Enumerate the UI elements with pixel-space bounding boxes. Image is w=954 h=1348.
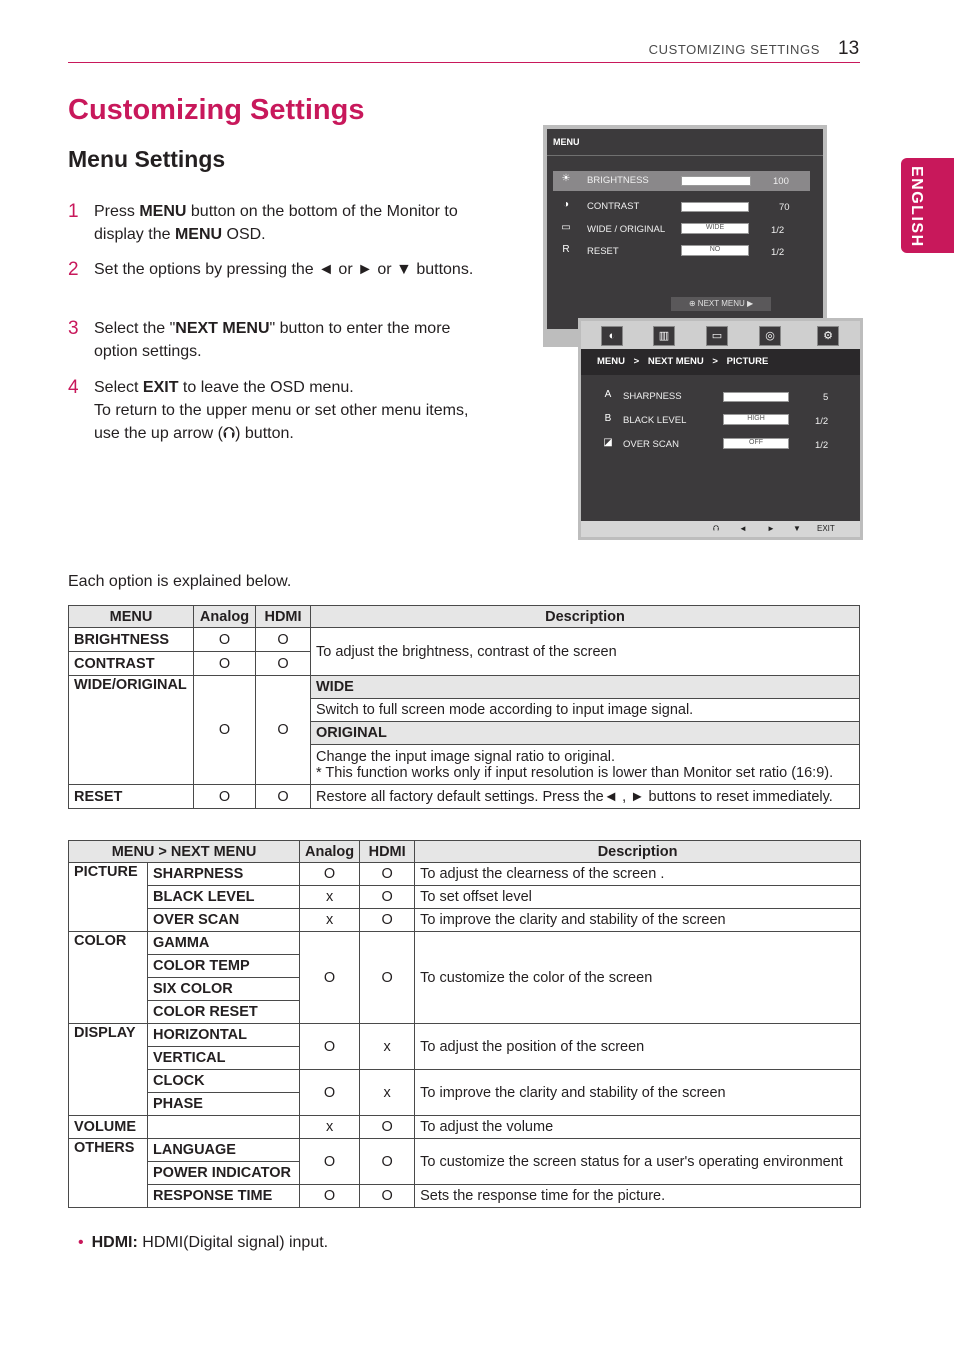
next-menu-table xyxy=(68,840,861,1208)
table-row: PICTURE SHARPNESS O O To adjust the clearness of the screen . xyxy=(69,863,861,886)
hdmi-note: • HDMI: HDMI(Digital signal) input. xyxy=(78,1234,329,1251)
osd-row-wide-original[interactable]: ▭ WIDE / ORIGINAL WIDE 1/2 xyxy=(561,222,785,236)
table-row: DISPLAY HORIZONTAL O x To adjust the position of the screen xyxy=(69,1024,861,1047)
black-level-icon: B xyxy=(604,413,612,424)
table-row: POWER INDICATOR xyxy=(69,1162,861,1185)
table-row: COLOR GAMMA O O To customize the color of the screen xyxy=(69,932,861,955)
table-header: Analog xyxy=(300,841,360,863)
osd-footer xyxy=(581,521,860,537)
tab-picture-icon[interactable]: ◐ xyxy=(601,326,623,346)
table-row: ORIGINAL xyxy=(69,722,860,745)
table-row: RESPONSE TIME O O Sets the response time for the picture. xyxy=(69,1185,861,1208)
table-row: Change the input image signal ratio to original. * This function works only if input resolution is lower than Monitor set ratio (16:9). xyxy=(69,745,860,785)
table-row: BRIGHTNESS O O To adjust the brightness, contrast of the screen xyxy=(69,628,860,652)
step-2 xyxy=(68,258,498,306)
osd-menu-label: MENU xyxy=(553,137,580,147)
osd-breadcrumb: MENU > NEXT MENU > PICTURE xyxy=(581,349,860,375)
table-row: BLACK LEVEL x O To set offset level xyxy=(69,886,861,909)
osd-row-black-level[interactable]: B BLACK LEVEL HIGH 1/2 xyxy=(604,413,829,427)
tab-display-icon[interactable]: ▭ xyxy=(706,326,728,346)
page-number: 13 xyxy=(838,38,860,59)
osd-next-menu xyxy=(578,318,863,540)
table-row: VERTICAL xyxy=(69,1047,861,1070)
header-rule xyxy=(68,62,860,63)
sharpness-icon: A xyxy=(604,389,612,400)
tab-color-icon[interactable]: ▥ xyxy=(653,326,675,346)
bullet-icon: • xyxy=(78,1234,84,1251)
step-3 xyxy=(68,317,498,365)
step-text: Press MENU button on the bottom of the Monitor to display the MENU OSD. xyxy=(94,203,458,243)
table-row: RESET O O Restore all factory default settings. Press the◄ , ► buttons to reset immediately. xyxy=(69,785,860,809)
exit-button[interactable]: EXIT xyxy=(817,524,835,533)
table-row: COLOR TEMP xyxy=(69,955,861,978)
table-header: MENU xyxy=(69,606,194,628)
table-header: HDMI xyxy=(256,606,311,628)
triangle-left-icon[interactable]: ◄ xyxy=(739,524,747,533)
triangle-down-icon[interactable]: ▼ xyxy=(793,524,801,533)
table-row: WIDE/ORIGINAL O O WIDE xyxy=(69,676,860,699)
table-row: VOLUME x O To adjust the volume xyxy=(69,1116,861,1139)
menu-table xyxy=(68,605,860,809)
tab-others-icon[interactable]: ⚙ xyxy=(817,326,839,346)
triangle-right-icon[interactable]: ► xyxy=(767,524,775,533)
table-row: PHASE xyxy=(69,1093,861,1116)
table-row: SIX COLOR xyxy=(69,978,861,1001)
tab-volume-icon[interactable]: ◎ xyxy=(759,326,781,346)
step-1 xyxy=(68,200,498,248)
table-header: MENU > NEXT MENU xyxy=(69,841,300,863)
table-header: HDMI xyxy=(360,841,415,863)
osd-row-brightness[interactable]: ☀ BRIGHTNESS 100 xyxy=(553,171,810,191)
osd-main-menu xyxy=(543,125,827,347)
plus-icon: ⊕ xyxy=(688,299,698,308)
up-arrow-icon[interactable]: ⮉ xyxy=(713,524,720,533)
osd-row-over-scan[interactable]: ◪ OVER SCAN OFF 1/2 xyxy=(603,437,829,451)
over-scan-icon: ◪ xyxy=(603,437,613,448)
table-row: OTHERS LANGUAGE O O To customize the screen status for a user's operating environment xyxy=(69,1139,861,1162)
osd-row-contrast[interactable]: ◑ CONTRAST 70 xyxy=(562,199,790,213)
step-text: Select EXIT to leave the OSD menu. To return to the upper menu or set other menu items, use the up arrow (⮉) button. xyxy=(94,379,469,442)
section-subtitle: Menu Settings xyxy=(68,146,226,172)
table-header: Analog xyxy=(194,606,256,628)
step-number: 4 xyxy=(68,377,79,398)
contrast-icon: ◑ xyxy=(562,199,570,210)
page-title: Customizing Settings xyxy=(68,94,365,126)
intro-text: Each option is explained below. xyxy=(68,573,292,590)
wide-icon: ▭ xyxy=(561,222,571,233)
language-tab xyxy=(901,158,954,253)
header-section-title: CUSTOMIZING SETTINGS xyxy=(648,42,820,57)
osd-row-reset[interactable]: R RESET NO 1/2 xyxy=(562,244,785,258)
table-row: CLOCK O x To improve the clarity and stability of the screen xyxy=(69,1070,861,1093)
table-row: OVER SCAN x O To improve the clarity and stability of the screen xyxy=(69,909,861,932)
table-row: COLOR RESET xyxy=(69,1001,861,1024)
step-number: 2 xyxy=(68,259,79,280)
up-arrow-icon: ⮉ xyxy=(222,425,236,442)
osd-row-sharpness[interactable]: A SHARPNESS 5 xyxy=(604,389,829,403)
step-text: Set the options by pressing the ◄ or ► or ▼ buttons. xyxy=(94,261,474,278)
table-row: Switch to full screen mode according to input image signal. xyxy=(69,699,860,722)
sun-icon: ☀ xyxy=(561,173,571,184)
step-4 xyxy=(68,376,498,448)
step-text: Select the "NEXT MENU" button to enter the more option settings. xyxy=(94,320,451,360)
table-header: Description xyxy=(415,841,861,863)
table-header: Description xyxy=(311,606,860,628)
triangle-right-icon: ▶ xyxy=(744,299,754,308)
next-menu-button[interactable]: ⊕ NEXT MENU ▶ xyxy=(671,297,771,311)
step-number: 3 xyxy=(68,318,79,339)
reset-icon: R xyxy=(562,244,570,255)
table-row: CONTRAST O O xyxy=(69,652,860,676)
step-number: 1 xyxy=(68,201,79,222)
language-tab-label: ENGLISH xyxy=(908,166,925,248)
